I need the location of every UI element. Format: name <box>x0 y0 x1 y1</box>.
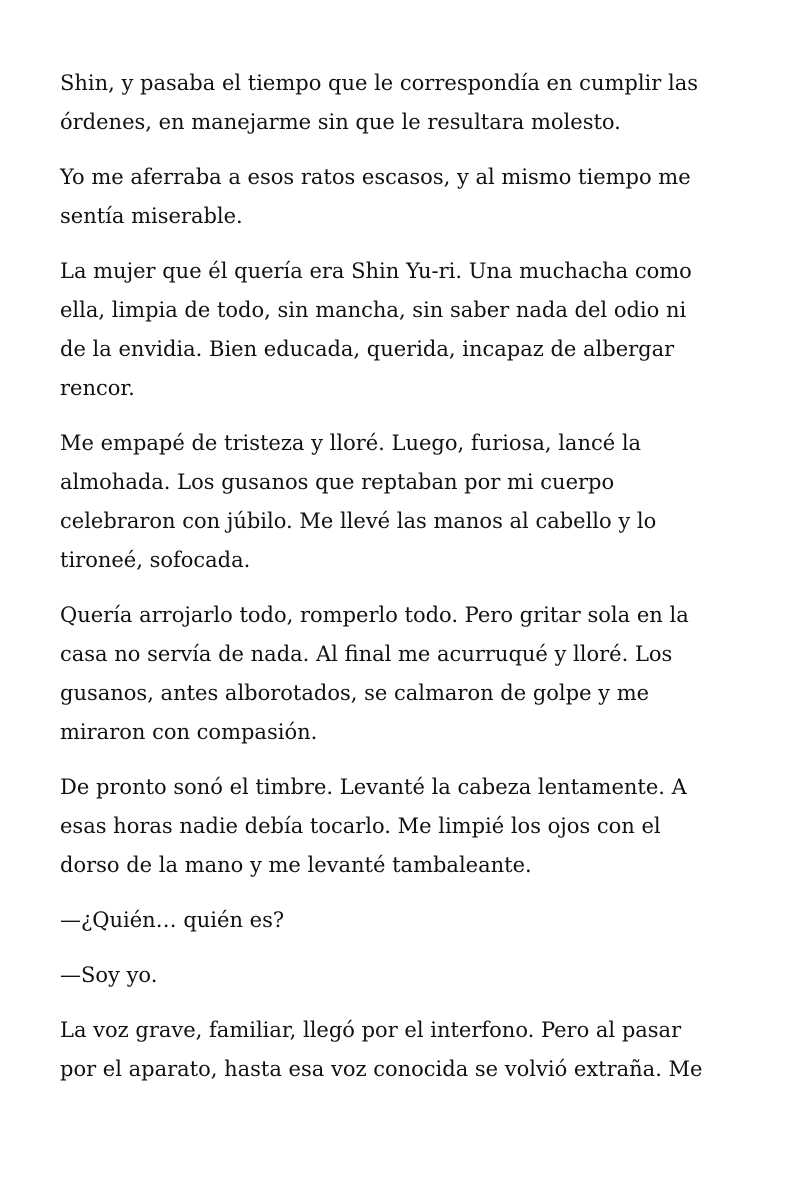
text-line: miraron con compasión. <box>60 720 318 744</box>
text-line: esas horas nadie debía tocarlo. Me limpié los ojos con el <box>60 814 661 838</box>
text-line: —Soy yo. <box>60 963 158 987</box>
text-line: La voz grave, familiar, llegó por el interfono. Pero al pasar <box>60 1018 682 1042</box>
text-line: rencor. <box>60 376 135 400</box>
dialogue-line-2 <box>60 956 750 995</box>
text-line: Quería arrojarlo todo, romperlo todo. Pero gritar sola en la <box>60 603 689 627</box>
paragraph-2 <box>60 158 750 236</box>
paragraph-6 <box>60 768 750 885</box>
paragraph-9 <box>60 1011 750 1089</box>
text-line: gusanos, antes alborotados, se calmaron de golpe y me <box>60 681 650 705</box>
text-line: tironeé, sofocada. <box>60 548 251 572</box>
text-line: Me empapé de tristeza y lloré. Luego, furiosa, lancé la <box>60 431 642 455</box>
text-line: dorso de la mano y me levanté tambaleante. <box>60 853 532 877</box>
text-line: La mujer que él quería era Shin Yu-ri. Una muchacha como <box>60 259 692 283</box>
text-line: casa no servía de nada. Al final me acurruqué y lloré. Los <box>60 642 673 666</box>
paragraph-4 <box>60 424 750 580</box>
paragraph-5 <box>60 596 750 752</box>
paragraph-3 <box>60 252 750 408</box>
text-line: almohada. Los gusanos que reptaban por mi cuerpo <box>60 470 615 494</box>
text-line: ella, limpia de todo, sin mancha, sin saber nada del odio ni <box>60 298 687 322</box>
book-page <box>60 64 750 1105</box>
text-line: De pronto sonó el timbre. Levanté la cabeza lentamente. A <box>60 775 687 799</box>
text-line: Yo me aferraba a esos ratos escasos, y al mismo tiempo me <box>60 165 691 189</box>
text-line: Shin, y pasaba el tiempo que le correspondía en cumplir las <box>60 71 698 95</box>
text-line: celebraron con júbilo. Me llevé las manos al cabello y lo <box>60 509 657 533</box>
text-line: de la envidia. Bien educada, querida, incapaz de albergar <box>60 337 675 361</box>
text-line: —¿Quién… quién es? <box>60 908 285 932</box>
text-line: por el aparato, hasta esa voz conocida se volvió extraña. Me <box>60 1057 703 1081</box>
text-line: órdenes, en manejarme sin que le resultara molesto. <box>60 110 621 134</box>
dialogue-line-1 <box>60 901 750 940</box>
paragraph-1 <box>60 64 750 142</box>
text-line: sentía miserable. <box>60 204 243 228</box>
